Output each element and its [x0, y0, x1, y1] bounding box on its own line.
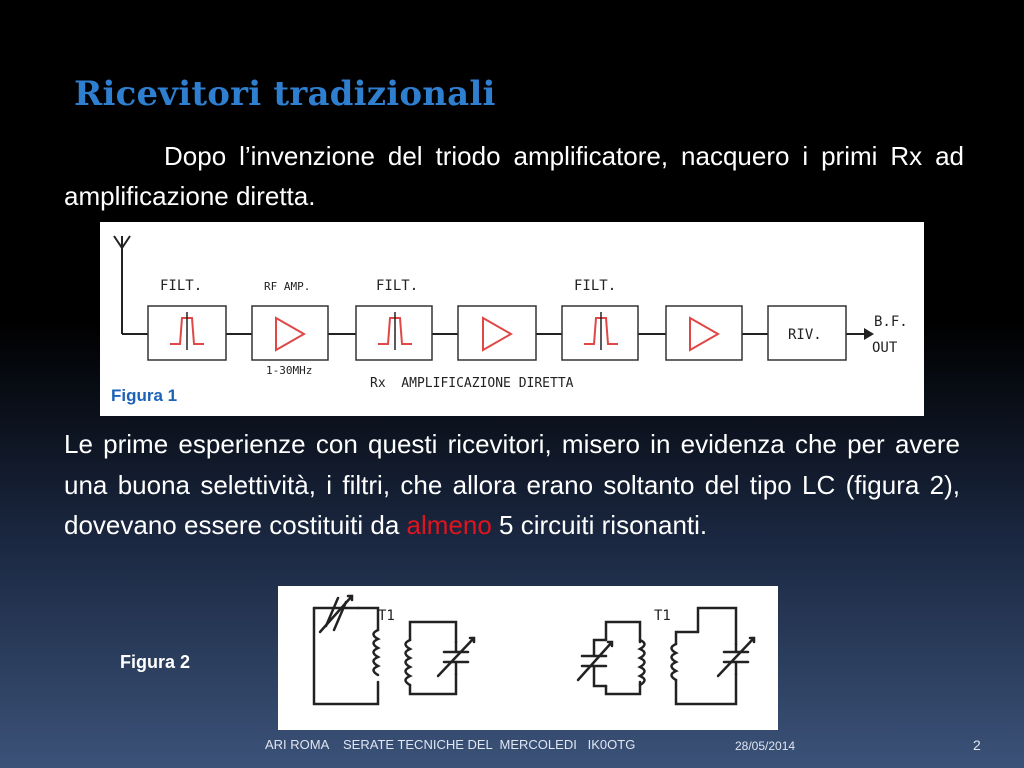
- filter-block-3: [562, 306, 638, 360]
- figure-1-caption: Figura 1: [111, 386, 178, 405]
- figure-2-lc-circuits: [278, 586, 778, 730]
- right-t1-label: T1: [654, 608, 671, 624]
- filter-block-2: [356, 306, 432, 360]
- label-out: OUT: [872, 340, 898, 356]
- rf-amp-block: [252, 306, 328, 360]
- figure-2-caption: Figura 2: [120, 652, 191, 672]
- slide-title: Ricevitori tradizionali: [74, 74, 496, 114]
- highlight-word: almeno: [406, 510, 492, 540]
- page-number: 2: [973, 737, 981, 753]
- label-filt-1: FILT.: [160, 278, 203, 294]
- body-text-part1: Le prime esperienze con questi ricevitori, misero in evidenza che per avere una buona selettività, i filtri, che allora erano soltanto del tipo LC (figura 2), dovevano essere costituiti da: [64, 429, 960, 540]
- figure-1-block-diagram: [100, 222, 924, 416]
- label-freq: 1-30MHz: [266, 364, 313, 377]
- footer-date: 28/05/2014: [735, 739, 796, 753]
- body-text-part2: 5 circuiti risonanti.: [491, 510, 708, 540]
- label-filt-2: FILT.: [376, 278, 419, 294]
- intro-paragraph: Dopo l’invenzione del triodo amplificatore, nacquero i primi Rx ad amplificazione diretta.: [64, 141, 964, 211]
- amp-block-3: [666, 306, 742, 360]
- label-filt-3: FILT.: [574, 278, 617, 294]
- antenna-icon: [114, 236, 148, 334]
- amp-block-2: [458, 306, 536, 360]
- lc-circuit-diagram: [278, 586, 778, 730]
- label-riv: RIV.: [788, 327, 822, 343]
- block-diagram: [100, 222, 924, 416]
- diagram-title: Rx AMPLIFICAZIONE DIRETTA: [370, 376, 574, 391]
- arrow-icon: [864, 328, 874, 340]
- left-t1-label: T1: [378, 608, 395, 624]
- body-paragraph: [64, 424, 960, 546]
- label-rf-amp: RF AMP.: [264, 280, 311, 293]
- label-bf: B.F.: [874, 314, 908, 330]
- footer-text: ARI ROMA SERATE TECNICHE DEL MERCOLEDI IK0OTG: [265, 737, 636, 752]
